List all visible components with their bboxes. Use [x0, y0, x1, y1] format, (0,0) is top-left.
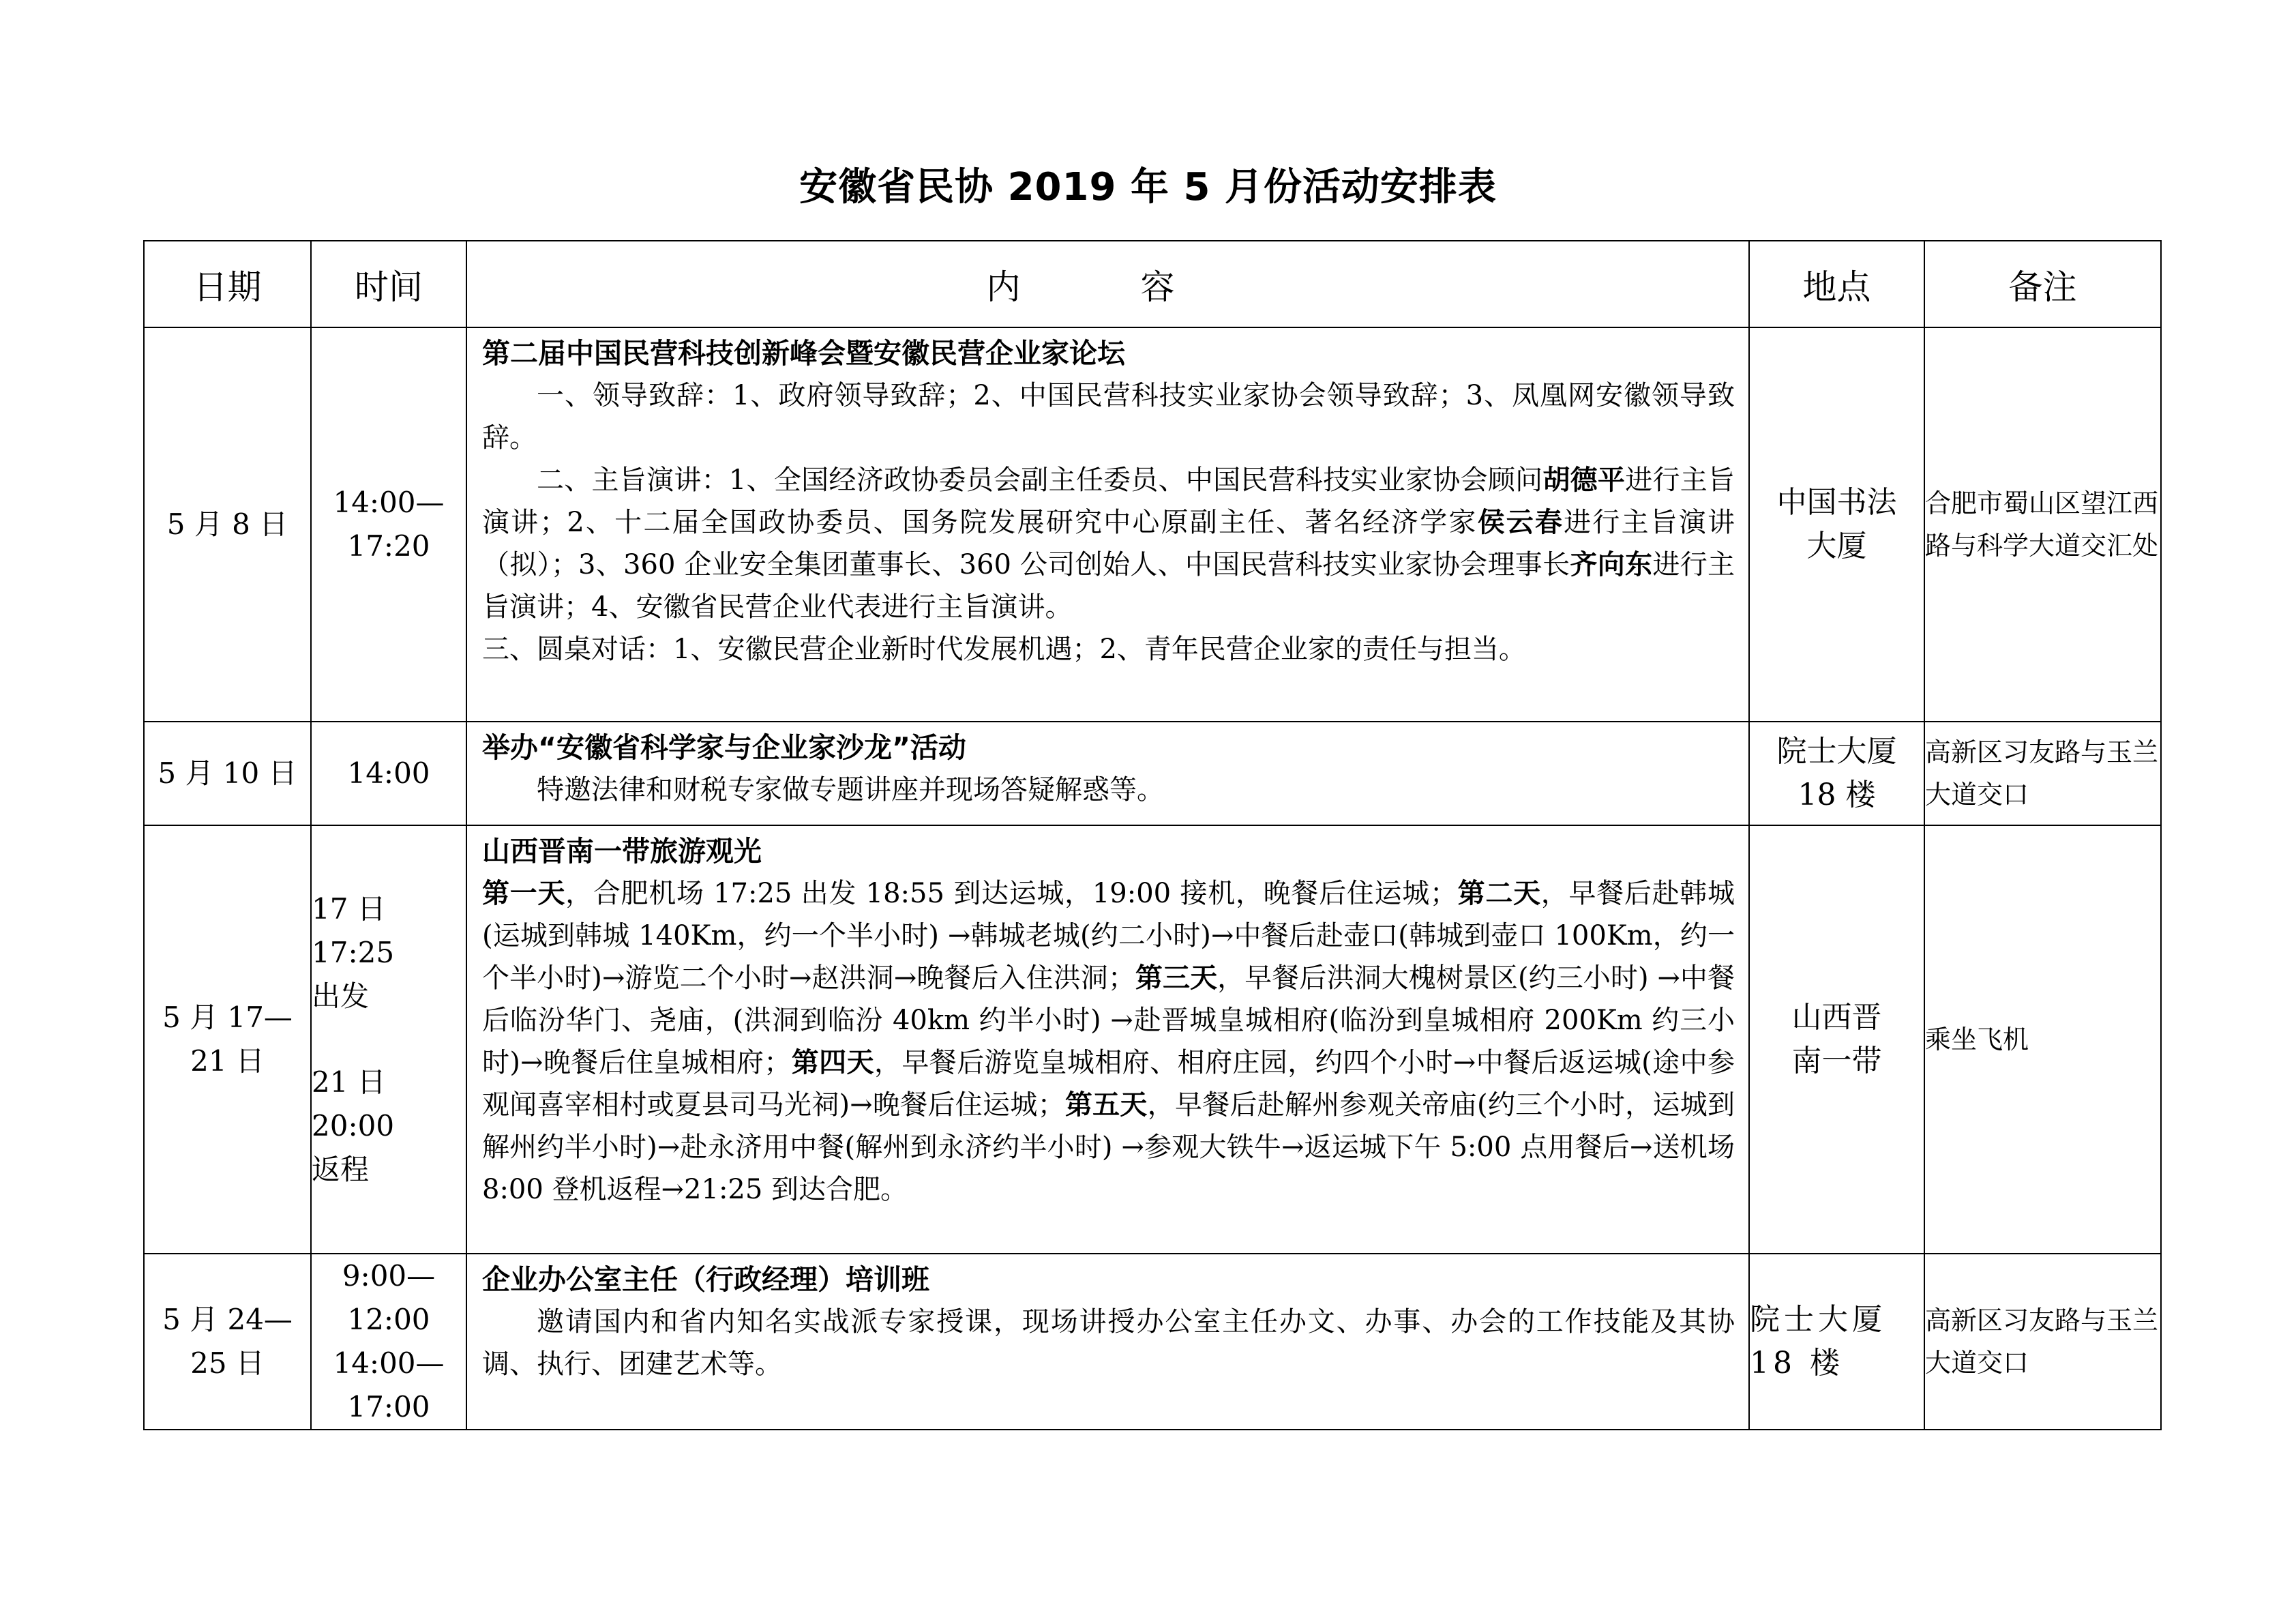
text-span: 二、主旨演讲：1、全国经济政协委员会副主任委员、中国民营科技实业家协会顾问 — [537, 464, 1543, 496]
table-row — [144, 327, 2161, 722]
time-line: 12:00 — [347, 1303, 430, 1336]
header-date: 日期 — [144, 241, 311, 327]
text-span: 进行主旨演讲（拟）；3、360 企业安全集团董事长、360 公司创始人、中国民营科技实业家协会理事长 — [482, 507, 1735, 580]
speaker-name: 齐向东 — [1570, 549, 1653, 580]
time-line: 17:25 — [312, 936, 395, 969]
text-span: 进行主旨演讲；4、安徽省民营企业代表进行主旨演讲。 — [482, 549, 1735, 623]
day-label: 第三天 — [1135, 962, 1218, 994]
table-row — [144, 722, 2161, 825]
day-label: 第一天 — [482, 878, 566, 909]
day-label: 第五天 — [1064, 1089, 1148, 1121]
day-text: ，早餐后赴韩城(运城到韩城 140Km，约一个半小时) →韩城老城(约二小时)→中餐后赴壶口(韩城到壶口 100Km，约一个半小时)→游览二个小时→赵洪洞→晚餐后入住洪洞； — [482, 878, 1735, 994]
date-line: 25 日 — [190, 1346, 265, 1380]
time-line: 17 日 — [312, 892, 386, 926]
activity-title: 山西晋南一带旅游观光 — [482, 835, 762, 868]
speaker-name: 侯云春 — [1477, 507, 1564, 538]
time-line: 9:00— — [342, 1259, 436, 1293]
date-line: 5 月 24— — [162, 1303, 293, 1336]
venue-line: 中国书法 — [1776, 485, 1897, 520]
activity-schedule-table — [143, 240, 2162, 1430]
day-text: ，合肥机场 17:25 出发 18:55 到达运城，19:00 接机，晚餐后住运城； — [565, 878, 1457, 909]
day-text: ，早餐后洪洞大槐树景区(约三小时) →中餐后临汾华门、尧庙，(洪洞到临汾 40km 约半小时) →赴晋城皇城相府(临汾到皇城相府 200Km 约三小时)→晚餐后住皇城相府； — [482, 962, 1735, 1078]
row-note: 高新区习友路与玉兰大道交口 — [1924, 1254, 2161, 1430]
activity-title: 举办“安徽省科学家与企业家沙龙”活动 — [482, 731, 966, 764]
content-paragraph: 一、领导致辞：1、政府领导致辞；2、中国民营科技实业家协会领导致辞；3、凤凰网安徽领导致辞。 — [482, 380, 1735, 454]
row-content — [466, 825, 1749, 1254]
table-header-row — [144, 241, 2161, 327]
row-note: 合肥市蜀山区望江西路与科学大道交汇处 — [1924, 327, 2161, 722]
header-note: 备注 — [1924, 241, 2161, 327]
itinerary — [482, 872, 1735, 1211]
time-line: 17:20 — [347, 529, 430, 563]
time-line: 14:00— — [333, 486, 445, 519]
content-paragraph: 特邀法律和财税专家做专题讲座并现场答疑解惑等。 — [537, 774, 1164, 806]
activity-title: 第二届中国民营科技创新峰会暨安徽民营企业家论坛 — [482, 337, 1125, 370]
time-line: 17:00 — [347, 1390, 430, 1423]
activity-title: 企业办公室主任（行政经理）培训班 — [482, 1263, 929, 1296]
row-content — [466, 722, 1749, 825]
row-date: 5 月 10 日 — [144, 722, 311, 825]
spacer — [312, 1018, 466, 1061]
venue-line: 院士大厦 — [1750, 1302, 1886, 1337]
header-content: 内 容 — [466, 241, 1749, 327]
venue-line: 院士大厦 — [1776, 734, 1897, 769]
time-line: 返程 — [312, 1153, 370, 1186]
header-venue: 地点 — [1749, 241, 1924, 327]
day-label: 第二天 — [1457, 878, 1541, 909]
day-text: ，早餐后赴解州参观关帝庙(约三个小时，运城到解州约半小时)→赴永济用中餐(解州到永济约半小时) →参观大铁牛→返运城下午 5:00 点用餐后→送机场 8:00 登机返程→21:25 到达合肥。 — [482, 1089, 1735, 1205]
row-venue — [1749, 327, 1924, 722]
content-paragraph: 邀请国内和省内知名实战派专家授课，现场讲授办公室主任办文、办事、办会的工作技能及其协调、执行、团建艺术等。 — [482, 1306, 1735, 1380]
row-date — [144, 825, 311, 1254]
time-line: 出发 — [312, 979, 370, 1013]
content-paragraph — [482, 459, 1735, 628]
date-line: 21 日 — [190, 1044, 265, 1078]
row-venue — [1749, 825, 1924, 1254]
row-content — [466, 1254, 1749, 1430]
table-row — [144, 825, 2161, 1254]
time-line: 20:00 — [312, 1109, 395, 1142]
day-text: ，早餐后游览皇城相府、相府庄园，约四个小时→中餐后返运城(途中参观闻喜宰相村或夏县司马光祠)→晚餐后住运城； — [482, 1047, 1735, 1121]
row-venue — [1749, 1254, 1924, 1430]
day-label: 第四天 — [791, 1047, 874, 1078]
time-line: 21 日 — [312, 1065, 386, 1099]
row-time — [311, 327, 466, 722]
row-date: 5 月 8 日 — [144, 327, 311, 722]
document-title: 安徽省民协 2019 年 5 月份活动安排表 — [799, 165, 1497, 209]
row-note: 高新区习友路与玉兰大道交口 — [1924, 722, 2161, 825]
row-time — [311, 825, 466, 1254]
row-venue — [1749, 722, 1924, 825]
speaker-name: 胡德平 — [1542, 464, 1626, 496]
venue-line: 大厦 — [1806, 529, 1867, 563]
row-time: 14:00 — [311, 722, 466, 825]
table-row — [144, 1254, 2161, 1430]
venue-line: 山西晋 — [1791, 1000, 1882, 1035]
venue-line: 18 楼 — [1750, 1346, 1844, 1381]
row-time — [311, 1254, 466, 1430]
row-date — [144, 1254, 311, 1430]
date-line: 5 月 17— — [162, 1001, 293, 1034]
content-paragraph: 三、圆桌对话：1、安徽民营企业新时代发展机遇；2、青年民营企业家的责任与担当。 — [482, 634, 1526, 665]
row-note: 乘坐飞机 — [1924, 825, 2161, 1254]
header-time: 时间 — [311, 241, 466, 327]
venue-line: 南一带 — [1791, 1044, 1882, 1078]
text-span: 进行主旨演讲；2、十二届全国政协委员、国务院发展研究中心原副主任、著名经济学家 — [482, 464, 1735, 538]
venue-line: 18 楼 — [1798, 778, 1876, 812]
time-line: 14:00— — [333, 1346, 445, 1380]
row-content — [466, 327, 1749, 722]
